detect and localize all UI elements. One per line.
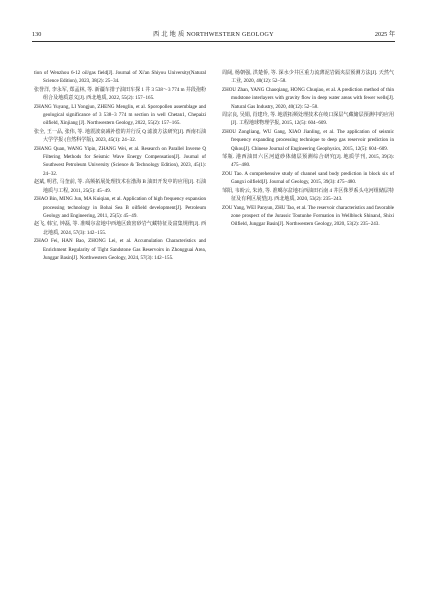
references-left-column	[34, 69, 206, 262]
running-header	[32, 30, 395, 40]
reference-entry: ZHAO Bin, MING Jun, MA Kuiqian, et al. Application of high frequency expansion processing technology in Bohai Sea B oilfield development[J]. Petroleum Geology and Engineering, 2011, 25(5): 45−49.	[34, 196, 206, 219]
reference-entry: 邹瓶. 港西油田六区河道砂体储层预测综合研究[J]. 地质学刊, 2015, 39(3): 475−480.	[222, 154, 394, 169]
reference-entry: ZOU Yang, WEI Panyun, ZHU Tao, et al. The reservoir characteristics and favorable zone prospect of the Jurassic Toutunhe Formation in Wellblock Shinan4, Shixi Oilfield, Junggar Basin[J]. Northwestern Geology, 2020, 53(2): 235−243.	[222, 204, 394, 228]
reference-entry: ZHANG Quan, WANG Yipin, ZHANG Wei, et al. Research on Parallel Inverse Q Filtering Methods for Seismic Wave Energy Compensation[J]. Journal of Southwest Petroleum University (Science & Technology Edition), 2023, 45(1): 24−32.	[34, 145, 206, 177]
reference-entry: ZHAO Fei, HAN Bao, ZHONG Lei, et al. Accumulation Characteristics and Enrichment Regularity of Tight Sandstone Gas Reservoirs in Zhongguai Area, Junggar Basin[J]. Northwestern Geology, 2024, 57(3): 142−155.	[34, 238, 206, 261]
reference-entry: ZHOU Zhan, YANG Chaoqiang, HONG Chuqiao, et al. A prediction method of thin mudstone interlayers with gravity flow in deep water areas with fewer wells[J]. Natural Gas Industry, 2020, 40(12): 52−58.	[222, 86, 394, 110]
reference-entry: ZHOU Zongliang, WU Gang, XIAO Jianling, et al. The application of seismic frequency expanding processing technique to deep gas reservoir prediction in Qikou[J]. Chinese Journal of Engineering Geophysics, 2015, 12(5): 604−609.	[222, 128, 394, 152]
header-divider	[32, 41, 395, 42]
reference-entry: 赵斌, 明君, 马奎前, 等. 高频拓展处理技术在渤海 B 油田开发中的应用[J]. 石油地质与工程, 2011, 25(5): 45−49.	[34, 179, 206, 194]
reference-entry: ZOU Tao. A comprehensive study of channel sand body prediction in block six of Gangxi oilfield[J]. Journal of Geology, 2015, 39(3): 475−480.	[222, 170, 394, 186]
reference-entry: 赵飞, 韩宝, 钟磊, 等. 准噶尔盆地中西地区致密砂岩气藏特征及富集规律[J]. 西北地质, 2024, 57(3): 142−155.	[34, 221, 206, 236]
reference-entry: 周阔, 杨朝强, 洪楚侨, 等. 深水少井区重力流薄泥岩隔夹层预测方法[J]. 天然气工业, 2020, 40(12): 52−58.	[222, 70, 394, 85]
publication-year: 2025 年	[374, 31, 395, 38]
references-right-column	[222, 69, 394, 229]
reference-entry: 周宗良, 吴娟, 肖建玲, 等. 地震拓频处理技术在岐口深层气藏储层预测中的应用[J]. 工程地球物理学报, 2015, 12(5): 604−609.	[222, 112, 394, 127]
reference-entry: tion of Wenzhou 6-12 oil/gas field[J]. Journal of Xi'an Shiyou University(Natural Science Edition), 2023, 38(2): 25−34.	[34, 70, 206, 85]
page-number: 130	[32, 31, 42, 38]
journal-title: 西 北 地 质 NORTHWESTERN GEOLOGY	[153, 31, 274, 38]
reference-entry: 张全, 王一品, 张伟, 等. 地震波衰减补偿的并行反 Q 滤波方法研究[J]. 西南石油大学学报 (自然科学版), 2023, 45(1): 24−32.	[34, 128, 206, 144]
reference-entry: 张誉洋, 李永军, 郑孟林, 等. 新疆车排子油田车探 1 井 3 538～3 774 m 井段孢粉组合及地质意义[J]. 西北地质, 2022, 55(2): 157−165.	[34, 86, 206, 102]
reference-entry: ZHANG Yuyang, LI Yongjun, ZHENG Menglin, et al. Sporopollen assemblage and geological significance of 3 538−3 774 m section in well Chetan1, Chepaizi oilfield, Xinjiang [J]. Northwestern Geology, 2022, 55(2): 157−165.	[34, 103, 206, 127]
reference-entry: 邹阳, 韦盼云, 朱涛, 等. 准噶尔盆地石西油田石南 4 井区侏罗系头屯河组储层特征及有利区展望[J]. 西北地质, 2020, 53(2): 235−243.	[222, 187, 394, 203]
